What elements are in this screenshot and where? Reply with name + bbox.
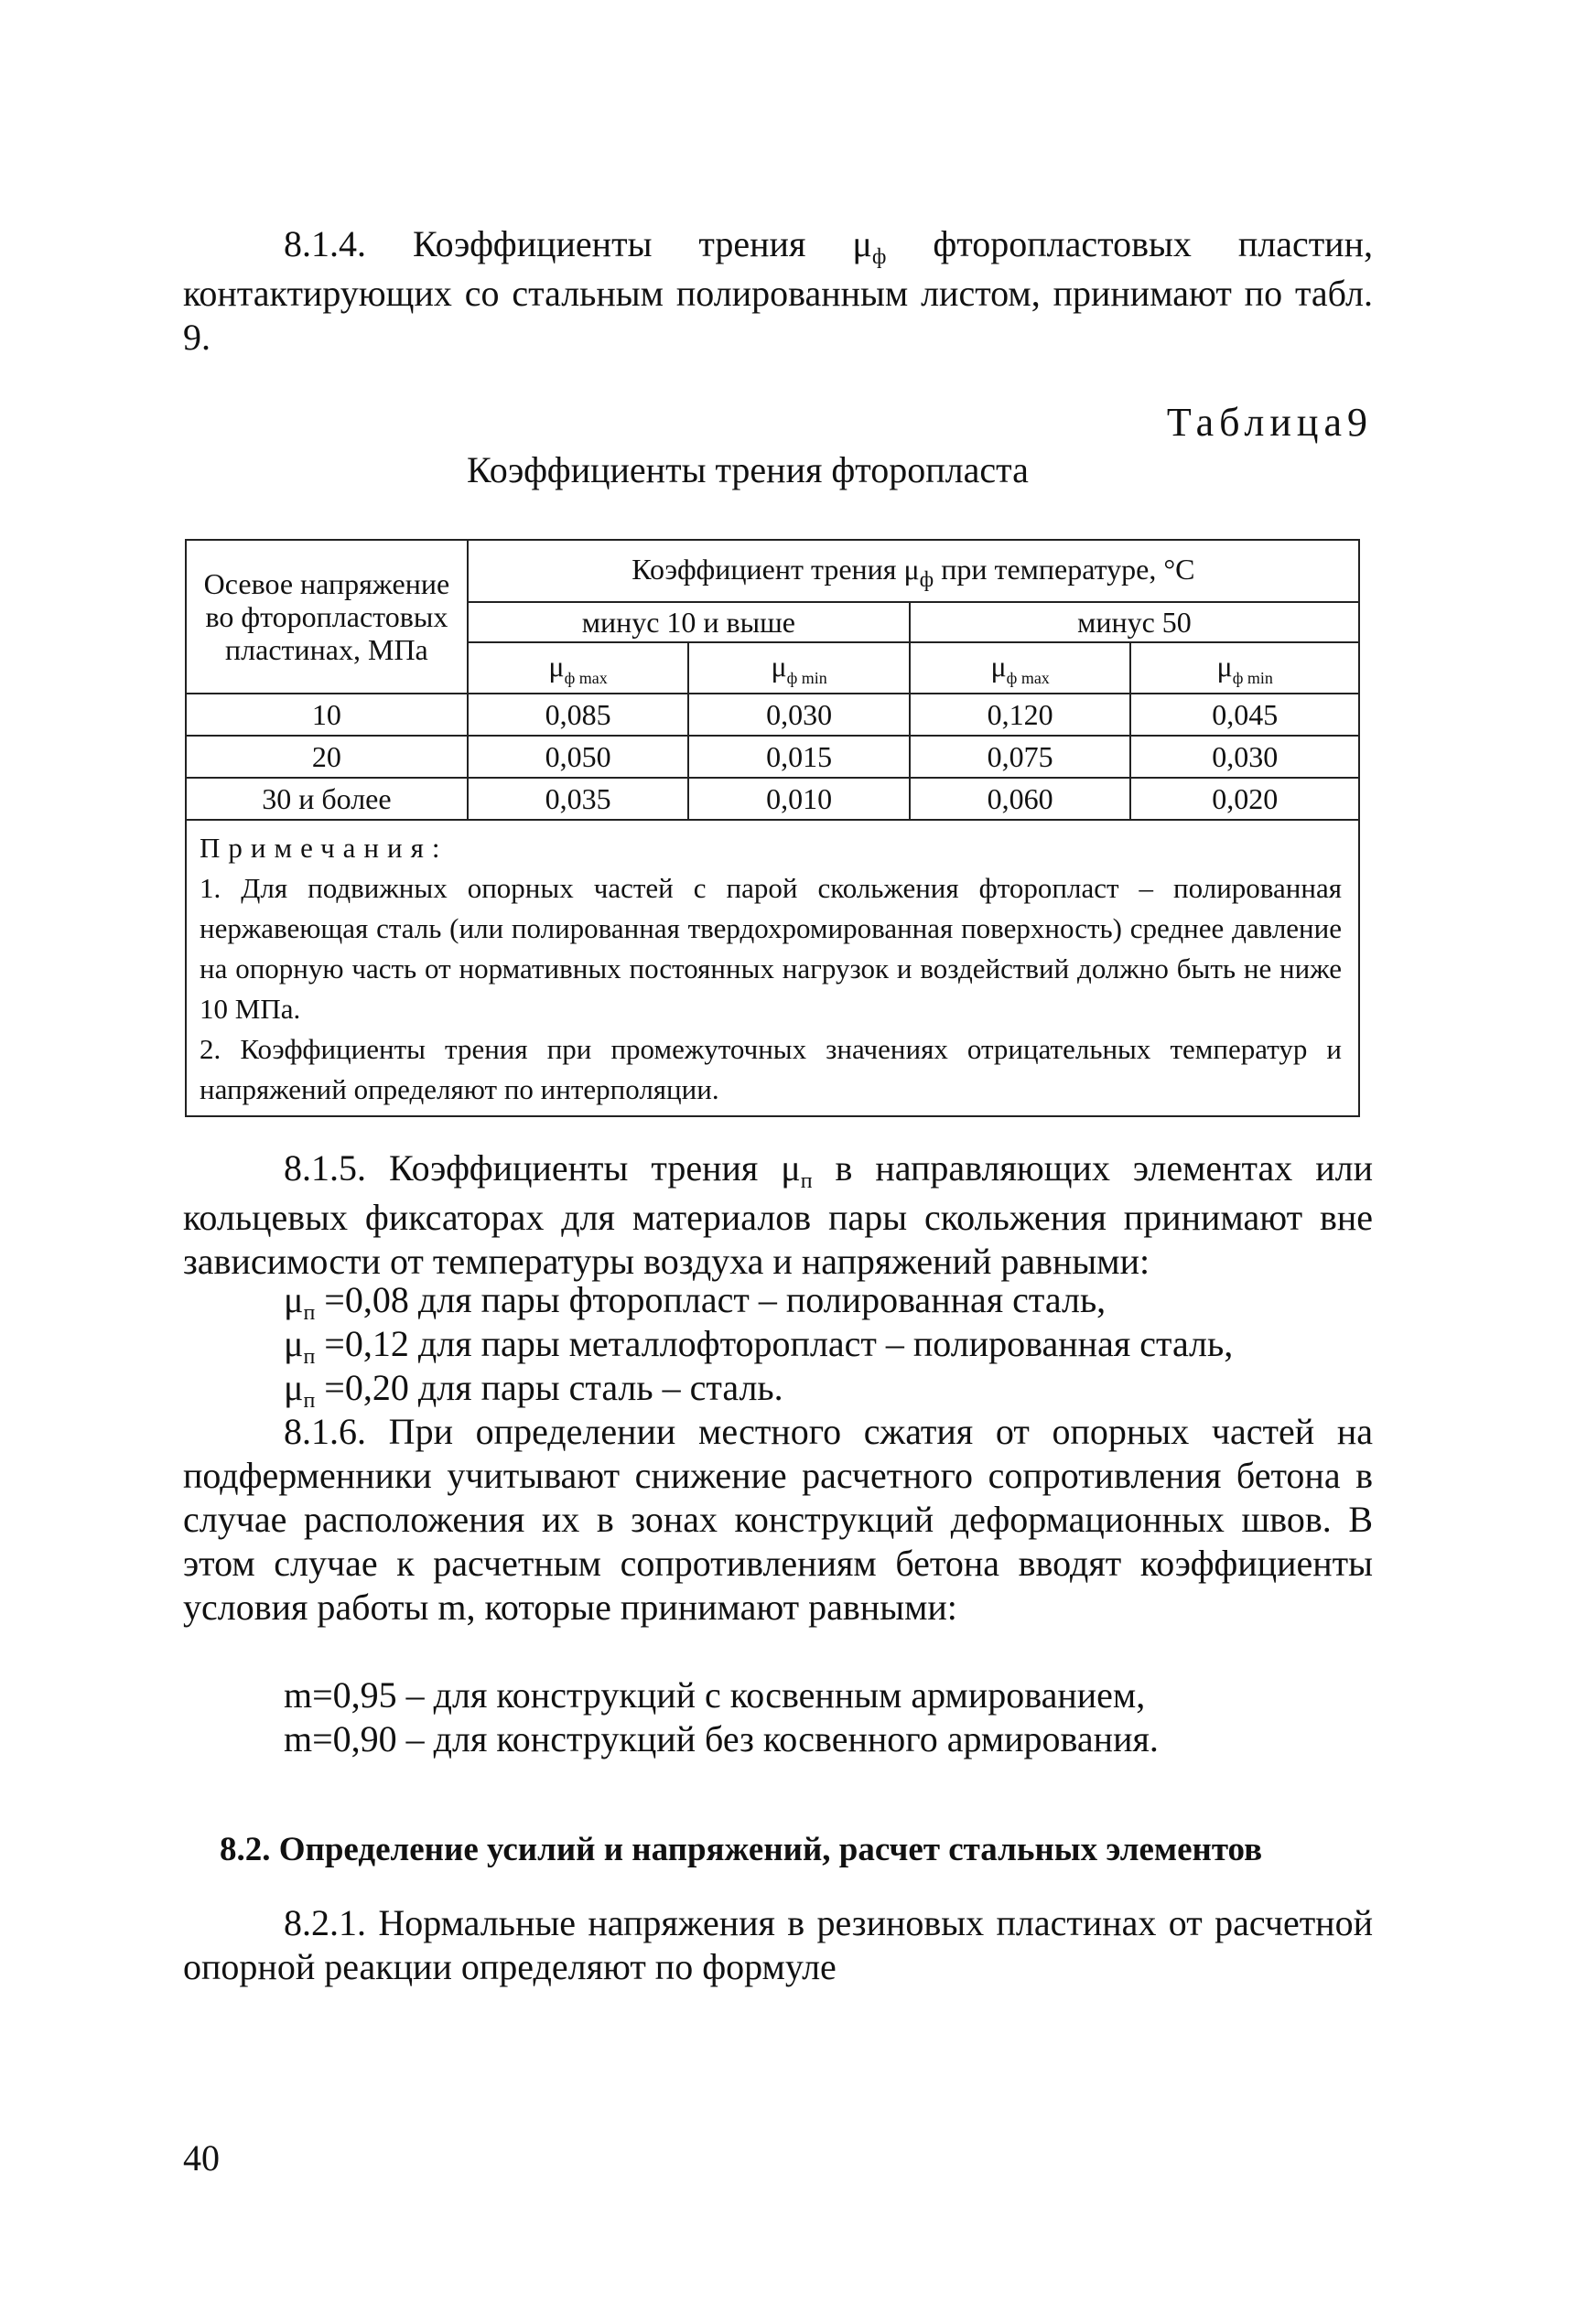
header-mu-max-2 — [910, 642, 1131, 694]
mu-max-subscript: ф max — [564, 668, 608, 687]
coefficient-line-2: m=0,90 – для конструкций без косвенного армирования. — [284, 1718, 1159, 1759]
formula-line-2 — [284, 1322, 1233, 1372]
cell-value: 0,030 — [1130, 736, 1359, 778]
paragraph-8-1-4 — [183, 222, 1373, 360]
paragraph-8-1-5-prefix: 8.1.5. Коэффициенты трения μ — [284, 1147, 801, 1189]
mu-symbol: μ — [990, 649, 1007, 683]
paragraph-8-1-6: 8.1.6. При определении местного сжатия от опорных частей на подферменники учитывают снижение расчетного сопротивления бетона в случае расположения их в зонах конструкций деформационных швов. В этом случае к расчетным сопротивлениям бетона вводят коэффициенты условия работы m, которые принимают равными: — [183, 1411, 1373, 1628]
mu-subscript: п — [800, 1169, 813, 1193]
header-mu-min-1 — [688, 642, 910, 694]
cell-value: 0,030 — [688, 694, 910, 736]
mu-symbol: μ — [284, 1367, 304, 1408]
cell-value: 0,060 — [910, 778, 1131, 820]
cell-value: 0,010 — [688, 778, 910, 820]
table-row — [186, 736, 1359, 778]
table-row — [186, 694, 1359, 736]
mu-symbol: μ — [548, 649, 565, 683]
cell-value: 0,120 — [910, 694, 1131, 736]
mu-subscript: п — [303, 1345, 316, 1369]
cell-value: 0,020 — [1130, 778, 1359, 820]
notes-title: Примечания: — [200, 832, 448, 864]
mu-subscript: ф — [871, 245, 887, 269]
section-heading: 8.2. Определение усилий и напряжений, расчет стальных элементов — [220, 1831, 1263, 1868]
note-1: 1. Для подвижных опорных частей с парой скольжения фторопласт – полированная нержавеющая сталь (или полированная твердохромированная поверхность) среднее давление на опорную часть от нормативных постоянных нагрузок и воздействий должно быть не ниже 10 МПа. — [200, 872, 1342, 1025]
mu-min-subscript: ф min — [786, 668, 827, 687]
mu-symbol: μ — [771, 649, 787, 683]
cell-value: 0,035 — [468, 778, 689, 820]
header-axial-stress: Осевое напряжение во фторопластовых пластинах, МПа — [186, 540, 468, 694]
cell-value: 0,085 — [468, 694, 689, 736]
paragraph-8-1-5 — [183, 1146, 1373, 1284]
mu-symbol: μ — [284, 1279, 304, 1320]
cell-stress: 30 и более — [186, 778, 468, 820]
paragraph-8-1-5-rest: в направляющих элементах или кольцевых фиксаторах для материалов пары скольжения принимают вне зависимости от температуры воздуха и напряжений равными: — [183, 1147, 1373, 1282]
page-number: 40 — [183, 2137, 220, 2179]
formula-line-3 — [284, 1366, 783, 1415]
cell-value: 0,015 — [688, 736, 910, 778]
header-temp-minus-10: минус 10 и выше — [468, 602, 910, 642]
header-mu-max-1 — [468, 642, 689, 694]
notes-row — [186, 820, 1359, 1116]
mu-max-subscript: ф max — [1006, 668, 1050, 687]
header-friction-subscript: ф — [919, 568, 934, 592]
cell-value: 0,075 — [910, 736, 1131, 778]
header-friction-tail: при температуре, °С — [934, 553, 1195, 586]
header-friction-coefficient — [468, 540, 1359, 602]
paragraph-8-1-4-rest: фторопластовых пластин, контактирующих со стальным полированным листом, принимают по табл. 9. — [183, 223, 1373, 358]
mu-symbol: μ — [1216, 649, 1233, 683]
table-notes — [186, 820, 1359, 1116]
mu-symbol: μ — [284, 1323, 304, 1364]
note-2: 2. Коэффициенты трения при промежуточных значениях отрицательных температур и напряжений определяют по интерполяции. — [200, 1033, 1342, 1105]
mu-subscript: п — [303, 1389, 316, 1413]
paragraph-8-2-1: 8.2.1. Нормальные напряжения в резиновых пластинах от расчетной опорной реакции определяют по формуле — [183, 1902, 1373, 1987]
mu-subscript: п — [303, 1301, 316, 1325]
formula-text: =0,20 для пары сталь – сталь. — [315, 1367, 783, 1408]
cell-value: 0,045 — [1130, 694, 1359, 736]
cell-stress: 20 — [186, 736, 468, 778]
header-friction-label: Коэффициент трения μ — [632, 553, 920, 586]
friction-table — [185, 539, 1360, 1117]
formula-text: =0,08 для пары фторопласт – полированная сталь, — [315, 1279, 1107, 1320]
paragraph-8-1-4-prefix: 8.1.4. Коэффициенты трения μ — [284, 223, 872, 264]
formula-text: =0,12 для пары металлофторопласт – полированная сталь, — [315, 1323, 1234, 1364]
mu-min-subscript: ф min — [1232, 668, 1273, 687]
header-mu-min-2 — [1130, 642, 1359, 694]
cell-value: 0,050 — [468, 736, 689, 778]
table-row — [186, 778, 1359, 820]
coefficient-line-1: m=0,95 – для конструкций с косвенным армированием, — [284, 1674, 1146, 1716]
header-temp-minus-50: минус 50 — [910, 602, 1359, 642]
cell-stress: 10 — [186, 694, 468, 736]
table-label: Таблица9 — [1166, 400, 1373, 445]
table-caption: Коэффициенты трения фторопласта — [467, 449, 1029, 490]
formula-line-1 — [284, 1278, 1106, 1328]
